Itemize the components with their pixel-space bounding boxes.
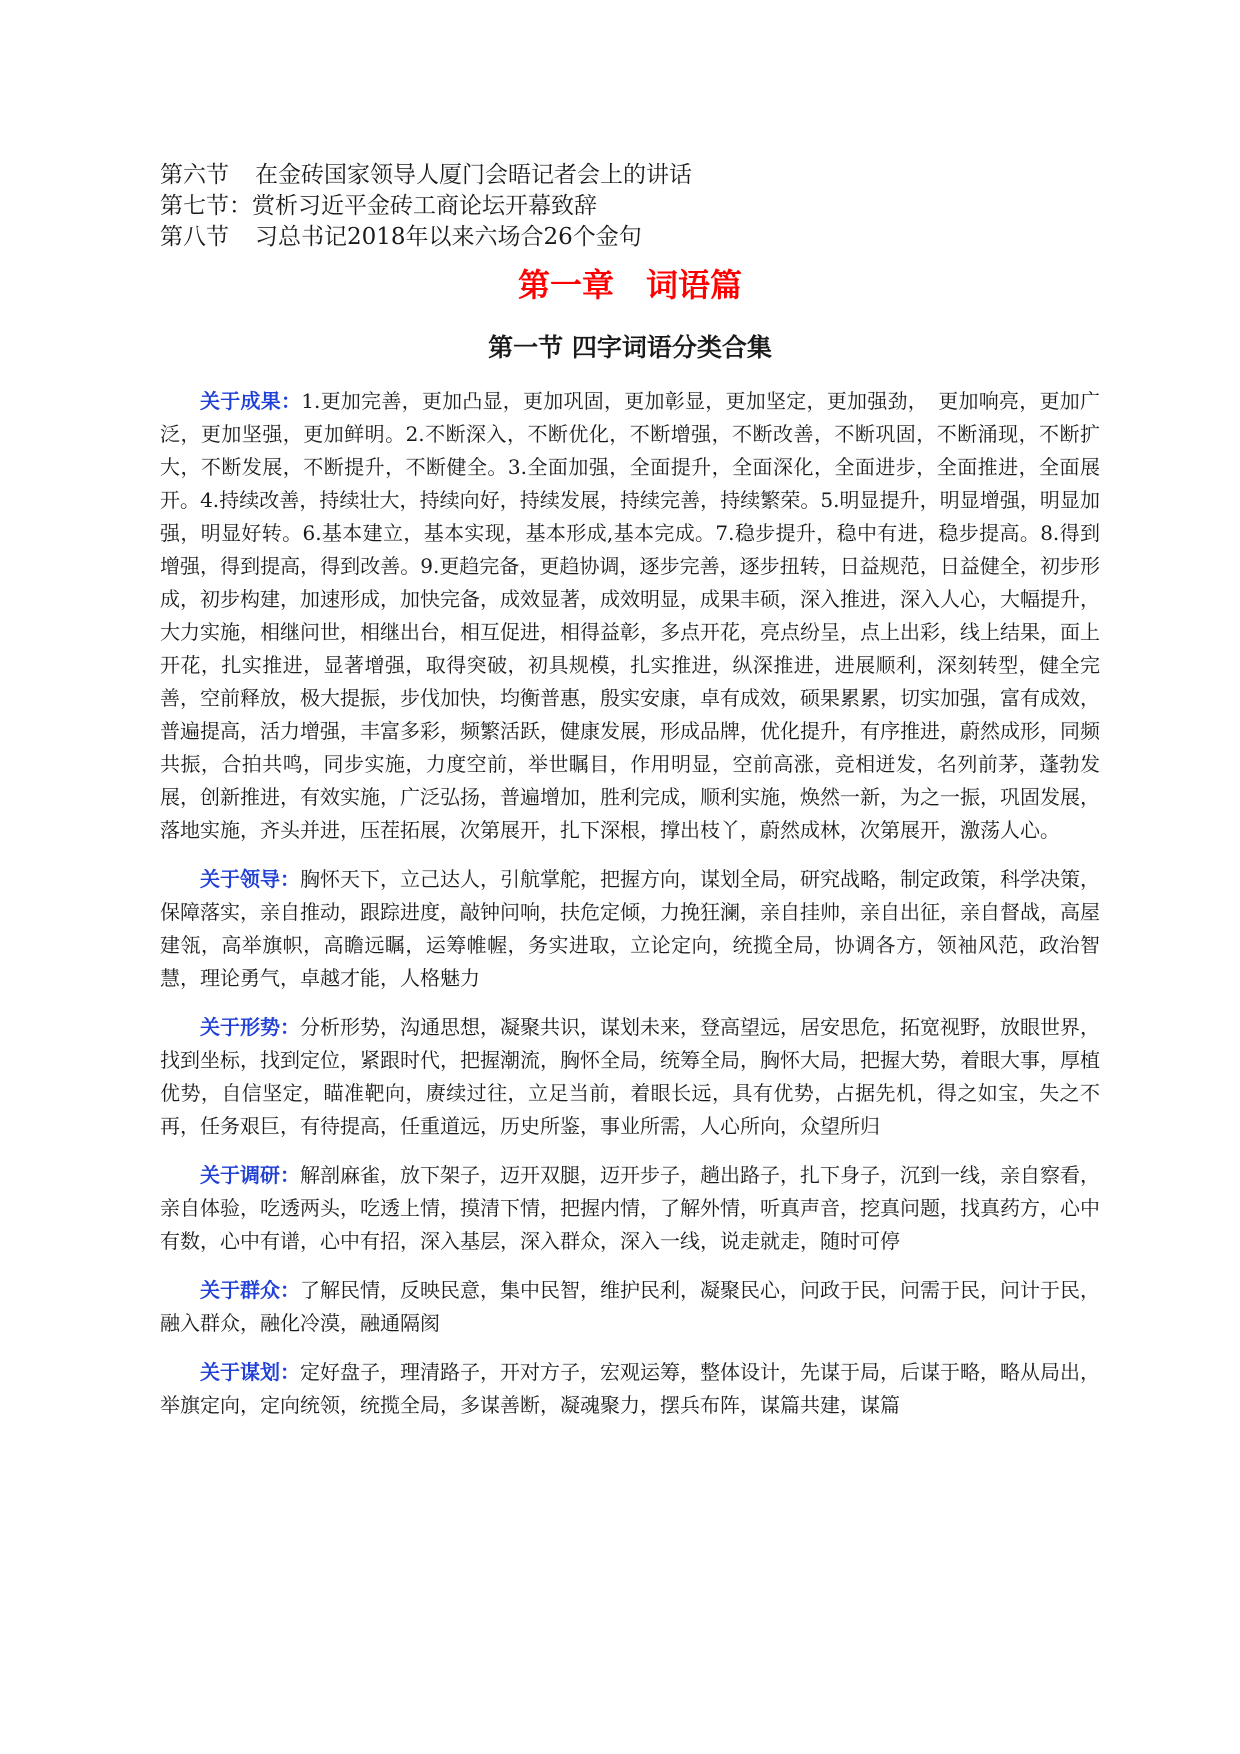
chapter-title: 第一章 词语篇 [517, 266, 742, 304]
table-of-contents [160, 160, 1100, 253]
paragraph-text: 分析形势，沟通思想，凝聚共识，谋划未来，登高望远，居安思危，拓宽视野，放眼世界，找到坐标，找到定位，紧跟时代，把握潮流，胸怀全局，统筹全局，胸怀大局，把握大势，着眼大事，厚植优势，自信坚定，瞄准靶向，赓续过往，立足当前，着眼长远，具有优势，占据先机，得之如宝，失之不再，任务艰巨，有待提高，任重道远，历史所鉴，事业所需，人心所向，众望所归 [160, 1015, 1100, 1138]
paragraph-label: 关于谋划： [200, 1360, 300, 1384]
toc-item [160, 222, 1100, 253]
toc-item-title: 赏析习近平金砖工商论坛开幕致辞 [252, 193, 597, 219]
section-title: 第一节 四字词语分类合集 [488, 333, 772, 362]
toc-item-number: 第六节 [160, 162, 229, 188]
toc-item [160, 160, 1100, 191]
paragraph-text: 定好盘子，理清路子，开对方子，宏观运筹，整体设计，先谋于局，后谋于略，略从局出，举旗定向，定向统领，统揽全局，多谋善断，凝魂聚力，摆兵布阵，谋篇共建，谋篇 [160, 1360, 1100, 1417]
toc-item-number: 第八节 [160, 224, 229, 250]
paragraph-masses [160, 1274, 1100, 1340]
paragraph-research [160, 1159, 1100, 1258]
paragraph-label: 关于领导： [200, 867, 300, 891]
paragraph-planning [160, 1356, 1100, 1422]
paragraph-label: 关于成果： [200, 389, 302, 413]
toc-item-number: 第七节： [160, 193, 252, 219]
paragraph-text: 胸怀天下，立己达人，引航掌舵，把握方向，谋划全局，研究战略，制定政策，科学决策，保障落实，亲自推动，跟踪进度，敲钟问响，扶危定倾，力挽狂澜，亲自挂帅，亲自出征，亲自督战，高屋建瓴，高举旗帜，高瞻远瞩，运筹帷幄，务实进取，立论定向，统揽全局，协调各方，领袖风范，政治智慧，理论勇气，卓越才能，人格魅力 [160, 867, 1100, 990]
toc-item-title: 习总书记2018年以来六场合26个金句 [255, 224, 642, 250]
paragraph-situation [160, 1011, 1100, 1143]
paragraph-label: 关于调研： [200, 1163, 300, 1187]
toc-item [160, 191, 1100, 222]
paragraph-leadership [160, 863, 1100, 995]
paragraph-text: 了解民情，反映民意，集中民智，维护民利，凝聚民心，问政于民，问需于民，问计于民，融入群众，融化冷漠，融通隔阂 [160, 1278, 1100, 1335]
paragraph-text: 解剖麻雀，放下架子，迈开双腿，迈开步子，趟出路子，扎下身子，沉到一线，亲自察看，亲自体验，吃透两头，吃透上情，摸清下情，把握内情，了解外情，听真声音，挖真问题，找真药方，心中有数，心中有谱，心中有招，深入基层，深入群众，深入一线，说走就走，随时可停 [160, 1163, 1100, 1253]
paragraph-label: 关于群众： [200, 1278, 300, 1302]
paragraph-label: 关于形势： [200, 1015, 300, 1039]
paragraph-text: 1.更加完善，更加凸显，更加巩固，更加彰显，更加坚定，更加强劲， 更加响亮，更加广泛，更加坚强，更加鲜明。2.不断深入，不断优化，不断增强，不断改善，不断巩固，不断涌现，不断扩大，不断发展，不断提升，不断健全。3.全面加强，全面提升，全面深化，全面进步，全面推进，全面展开。4.持续改善，持续壮大，持续向好，持续发展，持续完善，持续繁荣。5.明显提升，明显增强，明显加强，明显好转。6.基本建立，基本实现，基本形成,基本完成。7.稳步提升，稳中有进，稳步提高。8.得到增强，得到提高，得到改善。9.更趋完备，更趋协调，逐步完善，逐步扭转，日益规范，日益健全，初步形成，初步构建，加速形成，加快完备，成效显著，成效明显，成果丰硕，深入推进，深入人心，大幅提升，大力实施，相继问世，相继出台，相互促进，相得益彰，多点开花，亮点纷呈，点上出彩，线上结果，面上开花，扎实推进，显著增强，取得突破，初具规模，扎实推进，纵深推进，进展顺利，深刻转型，健全完善，空前释放，极大提振，步伐加快，均衡普惠，殷实安康，卓有成效，硕果累累，切实加强，富有成效，普遍提高，活力增强，丰富多彩，频繁活跃，健康发展，形成品牌，优化提升，有序推进，蔚然成形，同频共振，合拍共鸣，同步实施，力度空前，举世瞩目，作用明显，空前高涨，竞相迸发，名列前茅，蓬勃发展，创新推进，有效实施，广泛弘扬，普遍增加，胜利完成，顺利实施，焕然一新，为之一振，巩固发展，落地实施，齐头并进，压茬拓展，次第展开，扎下深根，撑出枝丫，蔚然成林，次第展开，激荡人心。 [160, 389, 1100, 842]
document-page [160, 160, 1100, 1438]
paragraph-achievements [160, 385, 1100, 847]
toc-item-title: 在金砖国家领导人厦门会晤记者会上的讲话 [255, 162, 692, 188]
